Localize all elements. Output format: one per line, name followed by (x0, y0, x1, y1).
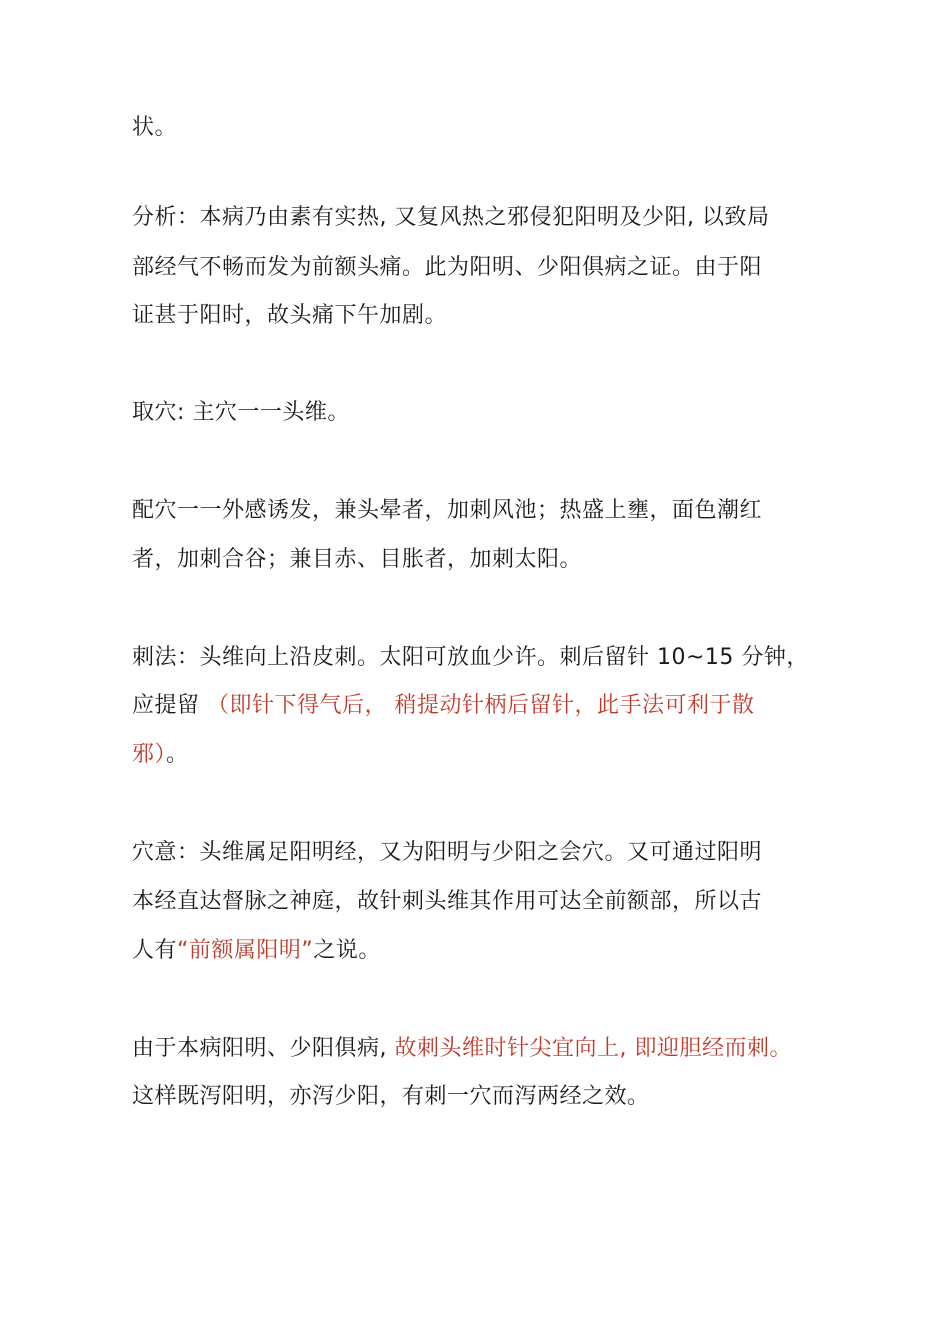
text-line (132, 302, 447, 330)
text-segment: 之说。 (313, 938, 381, 963)
text-segment: 由于本病阳明、少阳俱病, (132, 1036, 395, 1061)
text-segment: 这样既泻阳明，亦泻少阳，有刺一穴而泻两经之效。 (132, 1084, 650, 1109)
text-segment: 配穴一一外感诱发，兼头晕者，加刺风池；热盛上壅，面色潮红 (132, 498, 763, 523)
highlighted-text: （即针下得气后， 稍提动针柄后留针，此手法可利于散 (207, 693, 755, 718)
text-line (132, 497, 762, 525)
text-line (132, 644, 809, 672)
text-line (132, 888, 762, 916)
text-segment: 本经直达督脉之神庭，故针刺头维其作用可达全前额部，所以古 (132, 889, 763, 914)
text-segment: 刺法：头维向上沿皮刺。太阳可放血少许。刺后留针 10~15 分钟， (132, 645, 809, 670)
text-segment: 分析：本病乃由素有实热, 又复风热之邪侵犯阳明及少阳, 以致局 (132, 205, 770, 230)
text-segment: 部经气不畅而发为前额头痛。此为阳明、少阳俱病之证。由于阳 (132, 255, 763, 280)
text-line (132, 204, 769, 232)
highlighted-text: “前额属阳明” (177, 938, 314, 963)
text-segment: 状。 (132, 115, 178, 140)
text-segment: 穴意：头维属足阳明经，又为阳明与少阳之会穴。又可通过阳明 (132, 840, 763, 865)
text-segment: 。 (166, 742, 189, 767)
highlighted-text: 故刺头维时针尖宜向上, 即迎胆经而刺。 (394, 1036, 792, 1061)
text-line (132, 399, 350, 427)
text-segment: 取穴: 主穴一一头维。 (132, 400, 350, 425)
text-line (132, 114, 177, 142)
text-line (132, 937, 381, 965)
text-segment: 证甚于阳时，故头痛下午加剧。 (132, 303, 448, 328)
text-line (132, 1083, 650, 1111)
text-line (132, 692, 755, 720)
text-line (132, 546, 582, 574)
text-line (132, 1035, 792, 1063)
text-segment: 者，加刺合谷；兼目赤、目胀者，加刺太阳。 (132, 547, 583, 572)
highlighted-text: 邪） (132, 742, 167, 767)
text-line (132, 839, 762, 867)
text-line (132, 254, 762, 282)
text-line (132, 741, 189, 769)
text-segment: 应提留 (132, 693, 207, 718)
text-segment: 人有 (132, 938, 178, 963)
